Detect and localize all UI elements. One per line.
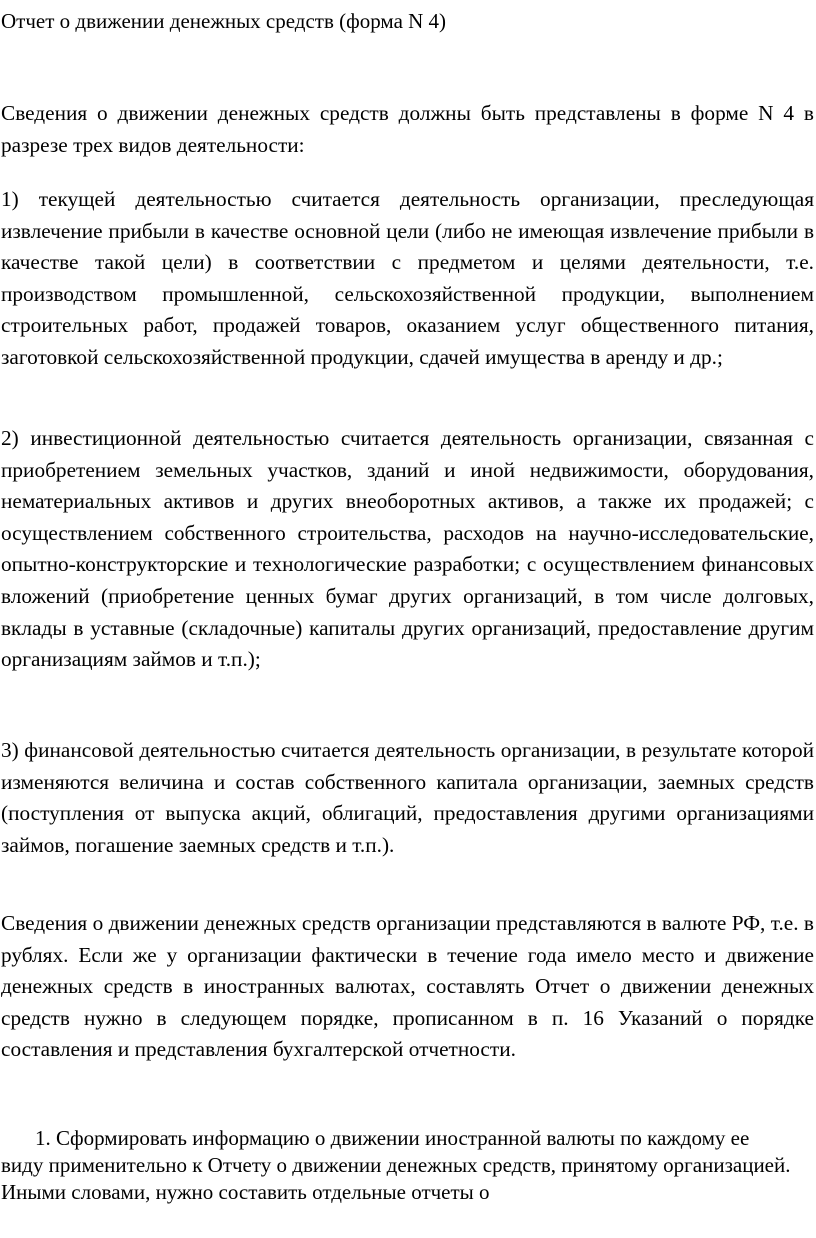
list-item: 1. Сформировать информацию о движении иностранной валюты по каждому ее виду применительно к Отчету о движении денежных средств, принятому организацией. Иными словами, нужно составить отдельные отчеты о bbox=[1, 1126, 791, 1204]
current-activity-paragraph: 1) текущей деятельностью считается деятельность организации, преследующая извлечение прибыли в качестве основной цели (либо не имеющая извлечение прибыли в качестве такой цели) в соответствии с предметом и целями деятельности, т.е. производством промышленной, сельскохозяйственной продукции, выполнением строительных работ, продажей товаров, оказанием услуг общественного питания, заготовкой сельскохозяйственной продукции, сдачей имущества в аренду и др.; bbox=[1, 187, 814, 369]
financial-activity-paragraph: 3) финансовой деятельностью считается деятельность организации, в результате которой изменяются величина и состав собственного капитала организации, заемных средств (поступления от выпуска акций, облигаций, предоставления другими организациями займов, погашение заемных средств и т.п.). bbox=[1, 738, 814, 857]
document-title: Отчет о движении денежных средств (форма N 4) bbox=[1, 9, 447, 33]
intro-paragraph: Сведения о движении денежных средств должны быть представлены в форме N 4 в разрезе трех видов деятельности: bbox=[1, 101, 814, 157]
currency-paragraph: Сведения о движении денежных средств организации представляются в валюте РФ, т.е. в рублях. Если же у организации фактически в течение года имело место и движение денежных средств в иностранных валютах, составлять Отчет о движении денежных средств нужно в следующем порядке, прописанном в п. 16 Указаний о порядке составления и представления бухгалтерской отчетности. bbox=[1, 911, 814, 1062]
investment-activity-paragraph: 2) инвестиционной деятельностью считается деятельность организации, связанная с приобретением земельных участков, зданий и иной недвижимости, оборудования, нематериальных активов и других внеоборотных активов, а также их продажей; с осуществлением собственного строительства, расходов на научно-исследовательские, опытно-конструкторские и технологические разработки; с осуществлением финансовых вложений (приобретение ценных бумаг других организаций, в том числе долговых, вклады в уставные (складочные) капиталы других организаций, предоставление другим организациям займов и т.п.); bbox=[1, 426, 814, 672]
